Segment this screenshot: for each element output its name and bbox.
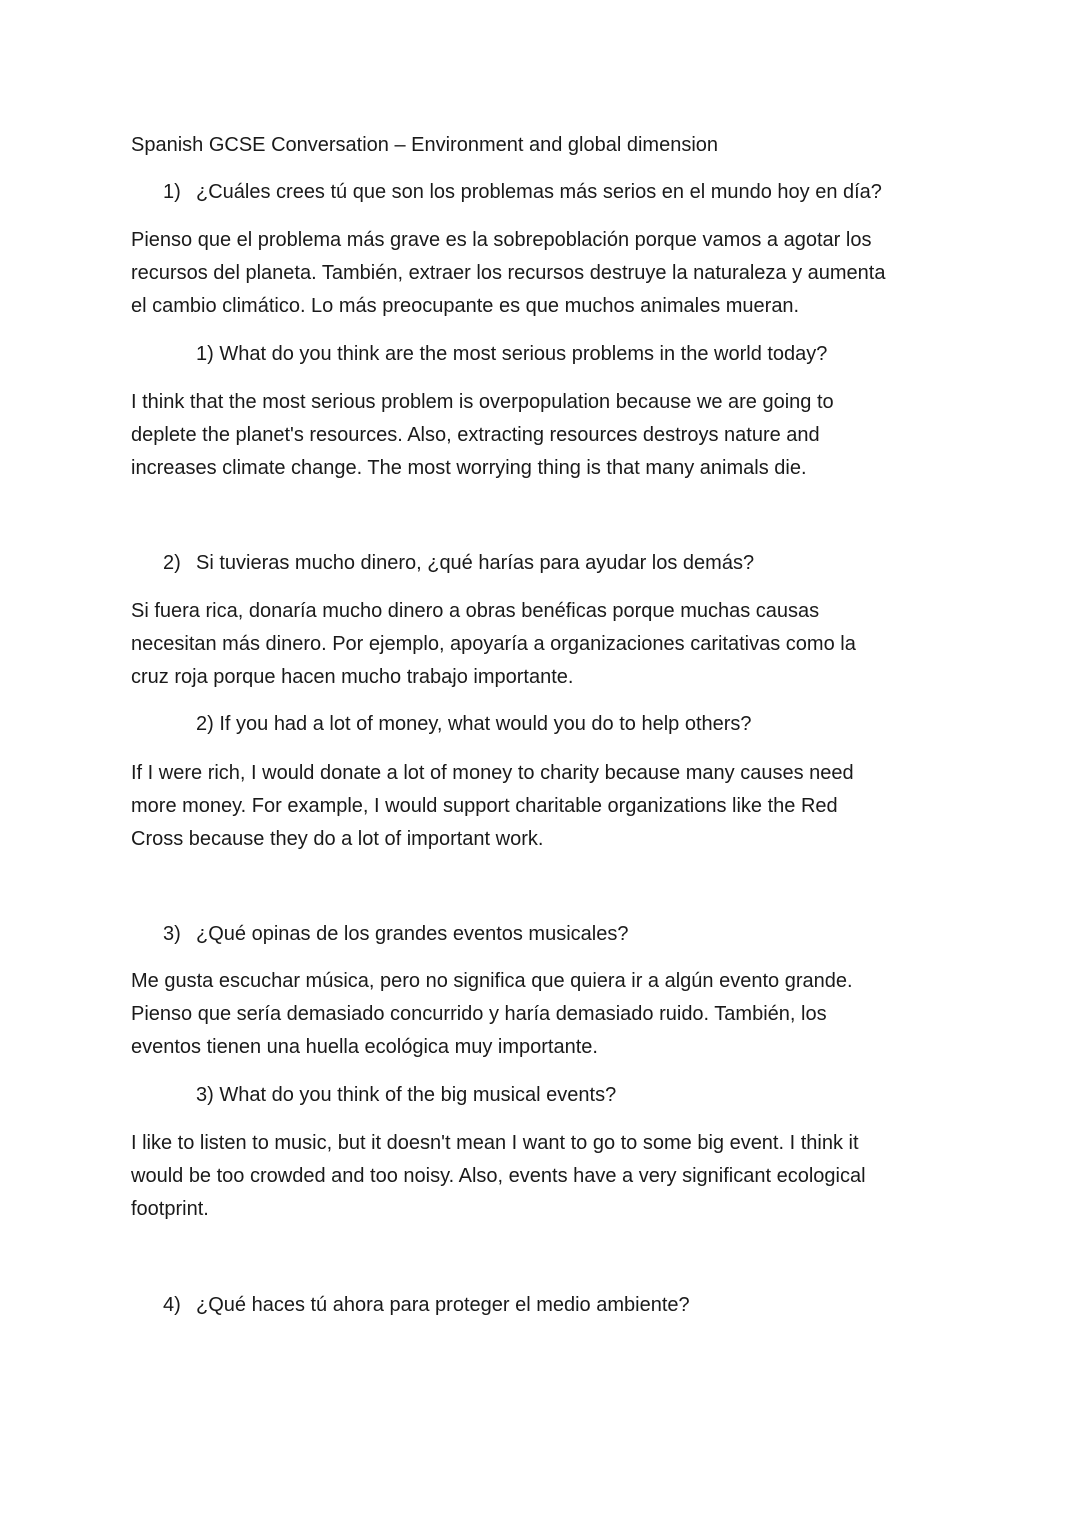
answer-es-2-line-2: necesitan más dinero. Por ejemplo, apoyaría a organizaciones caritativas como la <box>131 633 856 655</box>
question-es-4 <box>163 1289 690 1322</box>
question-en-1: 1) What do you think are the most serious problems in the world today? <box>196 343 828 365</box>
answer-es-3-line-1: Me gusta escuchar música, pero no significa que quiera ir a algún evento grande. <box>131 970 853 992</box>
answer-en-2-line-1: If I were rich, I would donate a lot of money to charity because many causes need <box>131 762 854 784</box>
question-es-2 <box>163 547 754 580</box>
answer-es-1-line-1: Pienso que el problema más grave es la sobrepoblación porque vamos a agotar los <box>131 229 872 251</box>
answer-en-3-line-1: I like to listen to music, but it doesn't mean I want to go to some big event. I think it <box>131 1132 859 1154</box>
answer-en-2-line-3: Cross because they do a lot of important work. <box>131 828 544 850</box>
answer-en-1-line-3: increases climate change. The most worrying thing is that many animals die. <box>131 457 807 479</box>
answer-es-3-line-2: Pienso que sería demasiado concurrido y haría demasiado ruido. También, los <box>131 1003 827 1025</box>
answer-en-2-line-2: more money. For example, I would support charitable organizations like the Red <box>131 795 838 817</box>
question-text: ¿Cuáles crees tú que son los problemas más serios en el mundo hoy en día? <box>196 181 882 203</box>
question-number: 4) <box>163 1294 181 1316</box>
question-en-2: 2) If you had a lot of money, what would you do to help others? <box>196 713 752 735</box>
answer-es-3-line-3: eventos tienen una huella ecológica muy importante. <box>131 1036 598 1058</box>
question-en-3: 3) What do you think of the big musical events? <box>196 1084 617 1106</box>
document-title: Spanish GCSE Conversation – Environment and global dimension <box>131 134 719 156</box>
answer-es-2-line-1: Si fuera rica, donaría mucho dinero a obras benéficas porque muchas causas <box>131 600 820 622</box>
answer-es-1-line-2: recursos del planeta. También, extraer los recursos destruye la naturaleza y aumenta <box>131 262 886 284</box>
answer-en-1-line-2: deplete the planet's resources. Also, extracting resources destroys nature and <box>131 424 820 446</box>
answer-en-1-line-1: I think that the most serious problem is overpopulation because we are going to <box>131 391 834 413</box>
question-es-1 <box>163 176 882 209</box>
question-number: 2) <box>163 552 181 574</box>
answer-es-2-line-3: cruz roja porque hacen mucho trabajo importante. <box>131 666 574 688</box>
answer-en-3-line-2: would be too crowded and too noisy. Also, events have a very significant ecological <box>131 1165 866 1187</box>
question-text: ¿Qué haces tú ahora para proteger el medio ambiente? <box>196 1294 690 1316</box>
question-text: ¿Qué opinas de los grandes eventos musicales? <box>196 923 629 945</box>
question-es-3 <box>163 918 628 951</box>
answer-es-1-line-3: el cambio climático. Lo más preocupante es que muchos animales mueran. <box>131 295 800 317</box>
question-number: 1) <box>163 181 181 203</box>
question-number: 3) <box>163 923 181 945</box>
question-text: Si tuvieras mucho dinero, ¿qué harías para ayudar los demás? <box>196 552 755 574</box>
answer-en-3-line-3: footprint. <box>131 1198 209 1220</box>
